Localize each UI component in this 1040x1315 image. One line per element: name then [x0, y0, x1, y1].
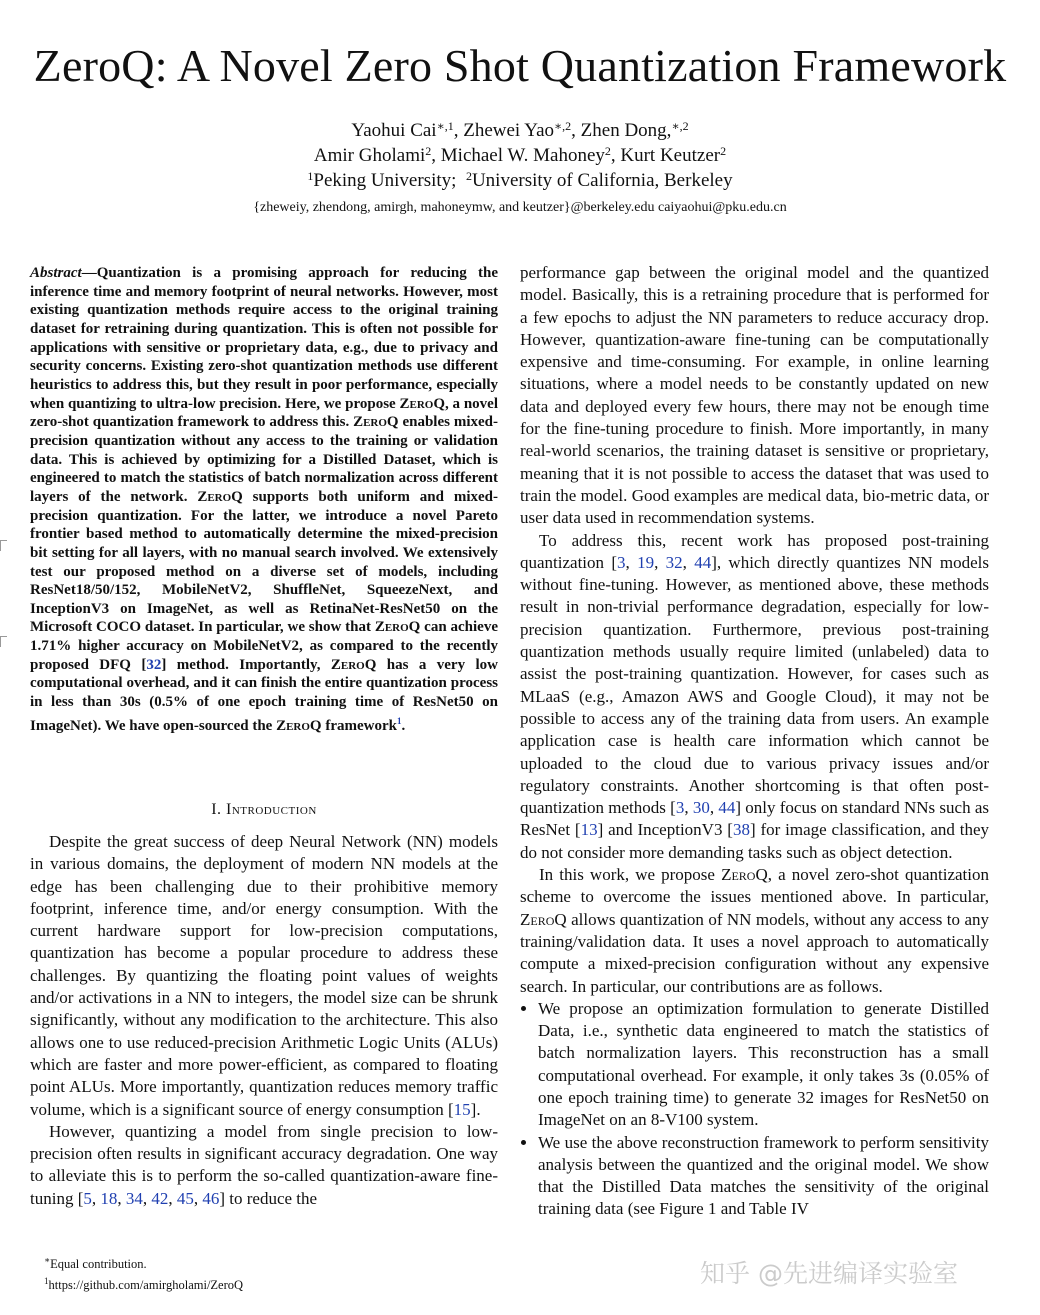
paragraph-text: Despite the great success of deep Neural Network (NN) models in various domains, the deployment of modern NN models at the edge has been challenging due to their prohibitive memory footprint, inference time, and/or energy consumption. With the current hardware support for low-precision computations, quantization has become a popular procedure to address these challenges. By quantizing the floating point values of weights and/or activations in a NN to integers, the model size can be shrunk significantly, without any modification to the architecture. This also allows one to use reduced-precision Arithmetic Logic Units (ALUs) which are faster and more power-efficient, as compared to floating point ALUs. More importantly, quantization reduces memory traffic volume, which is a significant source of energy consumption [ [30, 832, 498, 1119]
footnote-sup: ∗ [44, 1255, 51, 1265]
footnote-link[interactable]: 1 [397, 715, 402, 726]
affiliations [0, 168, 1040, 193]
emails: {zheweiy, zhendong, amirgh, mahoneymw, and keutzer}@berkeley.edu caiyaohui@pku.edu.cn [253, 200, 787, 215]
zeroq-name: ZeroQ [399, 395, 445, 412]
list-item: • We use the above reconstruction framework to perform sensitivity analysis between the quantized and the original model. We show that the Distilled Data matches the sensitivity of the original training data (see Figure 1 and Table IV [538, 1132, 989, 1221]
author-sup: 2 [720, 144, 727, 158]
section-title: Introduction [226, 801, 317, 818]
intro-column [30, 831, 498, 1210]
abstract [30, 264, 498, 735]
zeroq-name: ZeroQ [330, 656, 377, 673]
github-link[interactable]: https://github.com/amirgholami/ZeroQ [48, 1278, 244, 1293]
citation-link[interactable]: 32 [665, 552, 683, 572]
paragraph-text: , a novel zero-shot quantization scheme to overcome the issues mentioned above. In particular, [520, 865, 989, 907]
abstract-text: has a very low computational overhead, and it can finish the entire quantization process in less than 30s (0.5% of one epoch training time of ResNet50 on ImageNet). We have open-sourced the [30, 656, 498, 734]
abstract-text: framework [321, 717, 397, 734]
zeroq-name: ZeroQ [197, 488, 243, 505]
author-line-1: Yaohui Cai$^{∗,1}$, Zhewei Yao$^{∗,2}$, Zhen Dong,$^{∗,2}$ [351, 119, 689, 141]
margin-mark [0, 636, 7, 647]
section-number: I. [211, 801, 227, 818]
author-name: Zhewei Yao [463, 120, 555, 141]
affiliation-pku: Peking University; [313, 170, 457, 191]
paragraph-text: ] for image classification, and they do not consider more demanding tasks such as object detection. [520, 820, 989, 862]
citation-link[interactable]: 45 [176, 1188, 194, 1208]
abstract-text: . [401, 717, 406, 734]
footnote-sup: 1 [44, 1276, 49, 1287]
citation-link[interactable]: 44 [694, 552, 712, 572]
citation-link[interactable]: 15 [453, 1099, 471, 1119]
paragraph-text: allows quantization of NN models, without any access to any training/validation data. It uses a novel approach to automatically compute a mixed-precision configuration without any expensive search. In particular, our contributions are as follows. [520, 909, 989, 996]
citation-link[interactable]: 19 [637, 552, 655, 572]
paragraph-text: ] to reduce the [219, 1188, 318, 1208]
author-sup: 2 [425, 144, 432, 158]
citation-link[interactable]: 42 [151, 1188, 169, 1208]
paragraph-text: However, quantizing a model from single precision to low-precision often results in significant accuracy degradation. One way to alleviate this is to perform the so-called quantization-aware fine-tuning [ [30, 1121, 498, 1208]
citation-link[interactable]: 38 [732, 820, 750, 840]
contributions-list [520, 998, 989, 1221]
footnote-url [44, 1273, 243, 1294]
zeroq-name: ZeroQ [353, 414, 399, 431]
paragraph [30, 831, 498, 1121]
abstract-text: supports both uniform and mixed-precision quantization. For the latter, we introduce a novel Pareto frontier based method to automatically determine the mixed-precision bit setting for all layers, with no manual search involved. We extensively test our proposed method on a diverse set of models, including ResNet18/50/152, MobileNetV2, ShuffleNet, SqueezeNext, and InceptionV3 on ImageNet, as well as RetinaNet-ResNet50 on the Microsoft COCO dataset. In particular, we show that [30, 488, 498, 636]
author-name: Amir Gholami [313, 145, 426, 166]
abstract-text: ] method. Importantly, [161, 656, 331, 673]
citation-link[interactable]: 18 [100, 1188, 118, 1208]
paper-title: ZeroQ: A Novel Zero Shot Quantization Framework [33, 40, 1007, 91]
citation-link[interactable]: 44 [718, 798, 736, 818]
citation-link[interactable]: 3 [675, 798, 685, 818]
watermark: 知乎 @先进编译实验室 [700, 1259, 958, 1288]
citation-link[interactable]: 46 [202, 1188, 220, 1208]
author-block [0, 118, 1040, 220]
author-name: Zhen Dong, [580, 120, 672, 141]
citation-link[interactable]: 30 [692, 798, 710, 818]
margin-mark [0, 540, 7, 551]
paragraph [520, 864, 989, 998]
zeroq-name: ZeroQ [276, 717, 322, 734]
footnote-text: Equal contribution. [50, 1257, 147, 1272]
right-column [520, 262, 989, 1221]
abstract-label: Abstract [30, 265, 82, 281]
author-name: Michael W. Mahoney [440, 145, 605, 166]
section-heading [30, 801, 498, 819]
paragraph-text: ]. [470, 1099, 481, 1119]
author-sup: ∗,2 [554, 119, 572, 133]
paragraph-text: ] only focus on standard NNs such as ResNet [ [520, 798, 989, 840]
author-name: Kurt Keutzer [620, 145, 721, 166]
zeroq-name: ZeroQ [374, 619, 421, 636]
author-sup: ∗,1 [436, 119, 454, 133]
citation-link[interactable]: 5 [83, 1188, 92, 1208]
zeroq-name: ZeroQ [721, 865, 768, 885]
list-item: • We propose an optimization formulation to generate Distilled Data, i.e., synthetic data engineered to match the statistics of batch normalization layers. This reconstruction has a small computational overhead. For example, it only takes 3s (0.05% of one epoch training time) to generate 32 images for ResNet50 on ImageNet on an 8-V100 system. [538, 998, 989, 1132]
author-sup: 2 [604, 144, 611, 158]
affil-sup: 2 [465, 169, 472, 183]
paragraph: To address this, recent work has proposed post-training quantization [3, 19, 32, 44], which directly quantizes NN models without fine-tuning. However, as mentioned above, these methods result in non-trivial performance degradation, especially for low-precision quantization. Furthermore, previous post-training quantization methods usually require limited (unlabeled) data to assist the post-training quantization. However, for cases such as MLaaS (e.g., Amazon AWS and Google Cloud), it may not be possible to access any of the training data from users. An example application case is health care information which cannot be uploaded to the cloud due to various privacy issues and/or regulatory constraints. Another shortcoming is that often post-quantization methods [3, 30, 44] only focus on standard NNs such as ResNet [13] and InceptionV3 [38] for image classification, and they do not consider more demanding tasks such as object detection. [520, 530, 989, 862]
paragraph-text: In this work, we propose [539, 865, 722, 885]
citation-link[interactable]: 32 [146, 656, 162, 673]
paragraph-text: To address this, recent work has proposed post-training quantization [ [520, 530, 989, 572]
zeroq-name: ZeroQ [520, 909, 567, 929]
abstract-text: —Quantization is a promising approach for reducing the inference time and memory footprint of neural networks. However, most existing quantization methods require access to the original training dataset for retraining during quantization. This is often not possible for applications with sensitive or proprietary data, e.g., due to privacy and security concerns. Existing zero-shot quantization methods use different heuristics to address this, but they result in poor performance, especially when quantizing to ultra-low precision. Here, we propose [30, 265, 498, 412]
paragraph: performance gap between the original model and the quantized model. Basically, this is a retraining procedure that is performed for a few epochs to adjust the NN parameters to reduce accuracy drop. However, quantization-aware fine-tuning can be computationally expensive and time-consuming. For example, in online learning situations, where a model needs to be constantly updated on new data and deployed every few hours, there may not be enough time for the fine-tuning procedure to finish. More importantly, in many real-world scenarios, the training dataset is sensitive or proprietary, meaning that it is not possible to access the dataset that was used to train the model. Good examples are medical data, bio-metric data, or user data used in recommendation systems. [520, 263, 989, 528]
citation-link[interactable]: 3 [617, 552, 626, 572]
citation-link[interactable]: 13 [580, 820, 598, 840]
footnotes [44, 1252, 243, 1294]
abstract-text: enables mixed-precision quantization without any access to the training or validation data. This is achieved by optimizing for a Distilled Dataset, which is engineered to match the statistics of batch normalization across different layers of the network. [30, 414, 498, 505]
author-line-2: Amir Gholami$^2$, Michael W. Mahoney$^2$, Kurt Keutzer$^2$ [313, 144, 727, 166]
affiliation-berkeley: University of California, Berkeley [471, 170, 733, 191]
paragraph-text: ] and InceptionV3 [ [597, 820, 733, 840]
paragraph: However, quantizing a model from single precision to low-precision often results in significant accuracy degradation. One way to alleviate this is to perform the so-called quantization-aware fine-tuning [5, 18, 34, 42, 45, 46] to reduce the [30, 1121, 498, 1208]
paragraph-text: ], which directly quantizes NN models without fine-tuning. However, as mentioned above, these methods result in non-trivial performance degradation, especially for low-precision quantization. Furthermore, previous post-training quantization methods usually require limited (unlabeled) data to assist the post-training quantization. However, for cases such as MLaaS (e.g., Amazon AWS and Google Cloud), it may not be possible to access any of the training data from users. An example application case is health care information which cannot be uploaded to the cloud due to various privacy issues and/or regulatory constraints. Another shortcoming is that often post-quantization methods [ [520, 552, 989, 818]
citation-link[interactable]: 34 [125, 1188, 143, 1208]
author-name: Yaohui Cai [351, 120, 437, 141]
footnote-equal [44, 1252, 243, 1273]
abstract-text: can achieve 1.71% higher accuracy on MobileNetV2, as compared to the recently proposed DFQ [ [30, 619, 498, 673]
author-sup: ∗,2 [671, 119, 689, 133]
affil-sup: 1 [307, 169, 314, 183]
abstract-text: , a novel zero-shot quantization framework to address this. [30, 395, 498, 431]
